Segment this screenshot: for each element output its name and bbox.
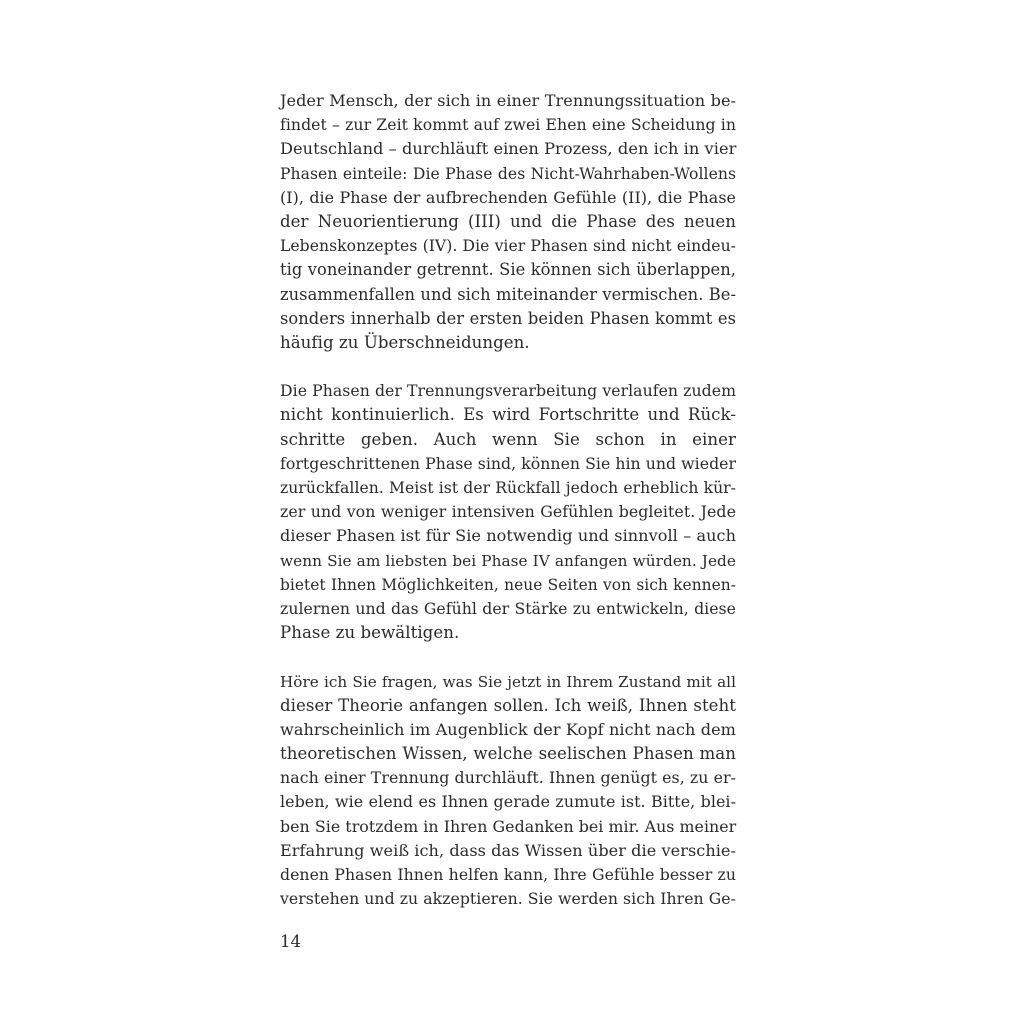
text-line: dieser Theorie anfangen sollen. Ich weiß, Ihnen steht <box>280 695 736 715</box>
paragraph-1 <box>280 89 736 355</box>
text-line: verstehen und zu akzeptieren. Sie werden sich Ihren Ge- <box>280 889 736 909</box>
text-line: zusammenfallen und sich miteinander vermischen. Be- <box>280 284 736 304</box>
text-line: der Neuorientierung (III) und die Phase des neuen <box>280 211 736 231</box>
text-line: Phase zu bewältigen. <box>280 623 460 643</box>
text-line: Lebenskonzeptes (IV). Die vier Phasen sind nicht eindeu- <box>280 237 736 256</box>
body-text <box>280 89 736 936</box>
text-line: wahrscheinlich im Augenblick der Kopf nicht nach dem <box>280 719 736 739</box>
text-line: (I), die Phase der aufbrechenden Gefühle (II), die Phase <box>280 187 736 207</box>
page-number: 14 <box>280 932 302 951</box>
text-line: zulernen und das Gefühl der Stärke zu entwickeln, diese <box>280 598 736 618</box>
text-line: zer und von weniger intensiven Gefühlen begleitet. Jede <box>280 502 736 522</box>
text-line: fortgeschrittenen Phase sind, können Sie hin und wieder <box>280 453 737 473</box>
text-line: schritte geben. Auch wenn Sie schon in einer <box>280 429 736 449</box>
text-line: Höre ich Sie fragen, was Sie jetzt in Ihrem Zustand mit all <box>280 672 736 691</box>
text-line: findet – zur Zeit kommt auf zwei Ehen eine Scheidung in <box>280 115 736 135</box>
text-line: leben, wie elend es Ihnen gerade zumute ist. Bitte, blei- <box>280 792 736 812</box>
paragraph-2 <box>280 379 736 645</box>
text-line: sonders innerhalb der ersten beiden Phasen kommt es <box>280 308 736 328</box>
text-line: dieser Phasen ist für Sie notwendig und sinnvoll – auch <box>280 526 736 546</box>
text-line: theoretischen Wissen, welche seelischen Phasen man <box>280 744 736 764</box>
text-line: häufig zu Überschneidungen. <box>280 332 530 352</box>
text-line: denen Phasen Ihnen helfen kann, Ihre Gefühle besser zu <box>280 865 736 884</box>
text-line: nach einer Trennung durchläuft. Ihnen genügt es, zu er- <box>280 768 736 788</box>
text-line: Phasen einteile: Die Phase des Nicht-Wahrhaben-Wollens <box>280 164 736 183</box>
paragraph-3 <box>280 670 736 912</box>
text-line: tig voneinander getrennt. Sie können sich überlappen, <box>280 260 736 280</box>
text-line: zurückfallen. Meist ist der Rückfall jedoch erheblich kür- <box>280 479 736 497</box>
text-line: Erfahrung weiß ich, dass das Wissen über die verschie- <box>280 840 736 860</box>
text-line: Die Phasen der Trennungsverarbeitung verlaufen zudem <box>280 381 736 401</box>
text-line: ben Sie trotzdem in Ihren Gedanken bei mir. Aus meiner <box>280 816 737 836</box>
text-line: nicht kontinuierlich. Es wird Fortschritte und Rück- <box>280 405 736 425</box>
text-line: Jeder Mensch, der sich in einer Trennungssituation be- <box>280 91 736 110</box>
text-line: Deutschland – durchläuft einen Prozess, den ich in vier <box>280 139 737 159</box>
text-line: wenn Sie am liebsten bei Phase IV anfangen würden. Jede <box>280 551 736 570</box>
text-line: bietet Ihnen Möglichkeiten, neue Seiten von sich kennen- <box>280 575 736 594</box>
